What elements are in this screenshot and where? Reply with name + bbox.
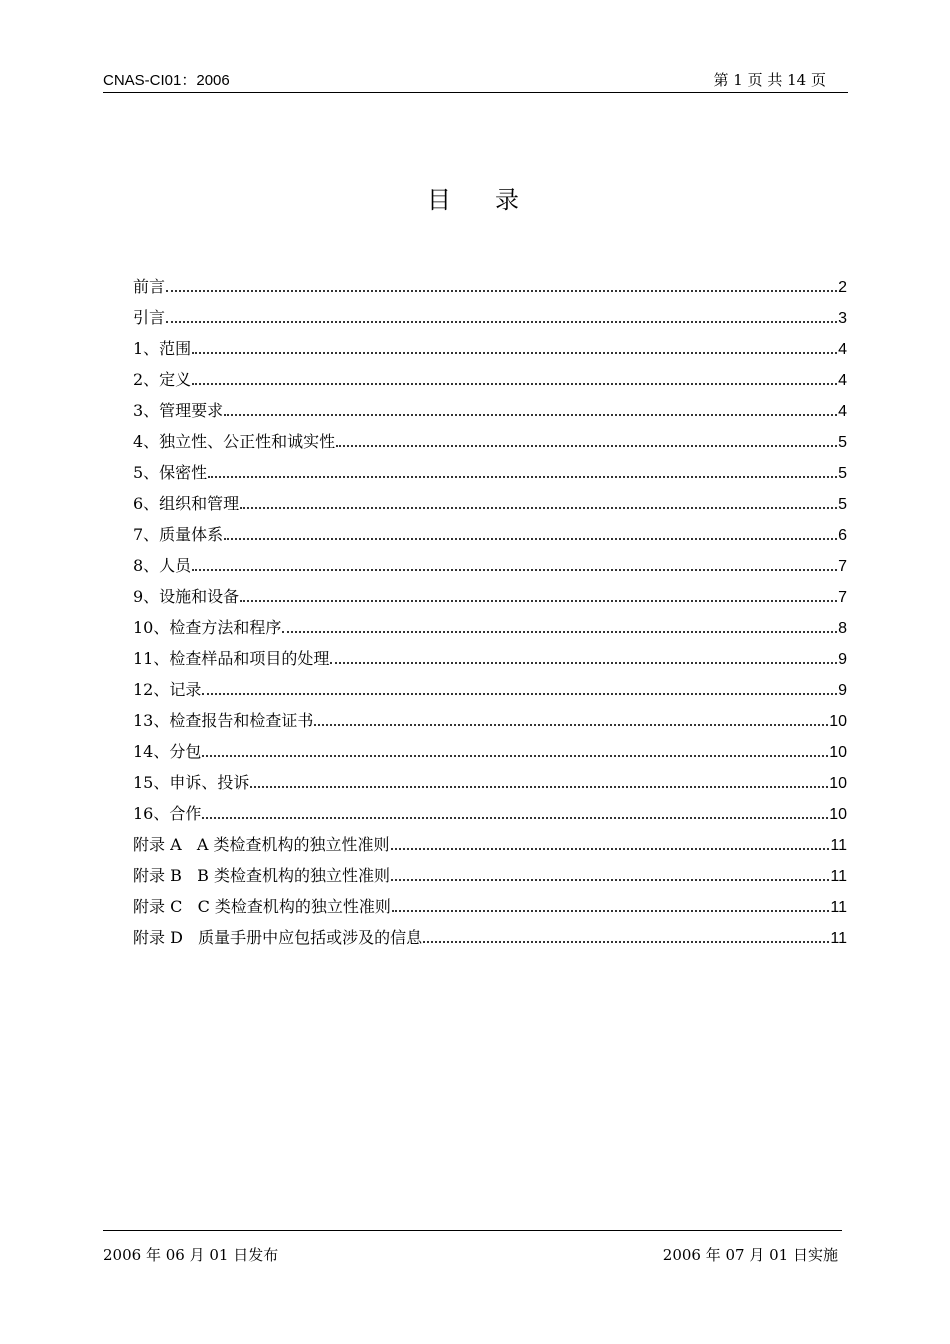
toc-entry-label: 9、设施和设备 xyxy=(133,587,240,606)
toc-entry[interactable] xyxy=(133,522,847,553)
toc-entry[interactable] xyxy=(133,429,847,460)
toc-entry-page: 11 xyxy=(830,837,847,854)
toc-dot-leader xyxy=(314,715,828,726)
toc-entry[interactable] xyxy=(133,801,847,832)
toc-dot-leader xyxy=(330,653,837,664)
toc-entry-page: 2 xyxy=(838,279,847,296)
toc-entry-page: 4 xyxy=(838,403,847,420)
toc-entry-page: 3 xyxy=(838,310,847,327)
toc-entry-label: 6、组织和管理 xyxy=(133,494,240,513)
page-number: 第 1 页 共 14 页 xyxy=(713,71,826,89)
toc-entry-page: 10 xyxy=(829,806,847,823)
toc-entry[interactable] xyxy=(133,925,847,956)
toc-entry-page: 10 xyxy=(829,713,847,730)
toc-dot-leader xyxy=(391,839,830,850)
toc-entry-label: 附录 D 质量手册中应包括或涉及的信息 xyxy=(133,928,423,947)
toc-entry-page: 9 xyxy=(838,651,847,668)
toc-dot-leader xyxy=(240,498,837,509)
toc-entry[interactable] xyxy=(133,863,847,894)
page-footer xyxy=(103,1230,842,1264)
toc-entry[interactable] xyxy=(133,677,847,708)
toc-entry-label: 10、检查方法和程序 xyxy=(133,618,282,637)
toc-dot-leader xyxy=(224,529,837,540)
toc-entry-label: 引言 xyxy=(133,308,166,327)
toc-entry[interactable] xyxy=(133,460,847,491)
toc-entry-page: 4 xyxy=(838,372,847,389)
toc-entry-label: 8、人员 xyxy=(133,556,192,575)
toc-entry[interactable] xyxy=(133,305,847,336)
toc-entry[interactable] xyxy=(133,336,847,367)
toc-dot-leader xyxy=(166,281,837,292)
toc-entry-page: 11 xyxy=(830,930,847,947)
toc-entry[interactable] xyxy=(133,832,847,863)
toc-dot-leader xyxy=(208,467,837,478)
toc-entry-page: 5 xyxy=(838,434,847,451)
toc-dot-leader xyxy=(166,312,837,323)
toc-entry-page: 7 xyxy=(838,589,847,606)
toc-entry-page: 11 xyxy=(830,868,847,885)
toc-entry-page: 11 xyxy=(830,899,847,916)
toc-entry-page: 10 xyxy=(829,775,847,792)
toc-entry-page: 5 xyxy=(838,496,847,513)
toc-entry[interactable] xyxy=(133,367,847,398)
issue-date: 2006 年 06 月 01 日发布 xyxy=(103,1246,279,1264)
toc-dot-leader xyxy=(202,684,837,695)
toc-dot-leader xyxy=(224,405,837,416)
toc-dot-leader xyxy=(423,932,829,943)
toc-entry-label: 11、检查样品和项目的处理 xyxy=(133,649,330,668)
toc-entry-page: 9 xyxy=(838,682,847,699)
toc-dot-leader xyxy=(192,343,837,354)
toc-entry-page: 8 xyxy=(838,620,847,637)
toc-entry[interactable] xyxy=(133,646,847,677)
toc-entry-label: 12、记录 xyxy=(133,680,202,699)
toc-dot-leader xyxy=(192,560,837,571)
toc-entry[interactable] xyxy=(133,553,847,584)
toc-dot-leader xyxy=(250,777,828,788)
toc-entry[interactable] xyxy=(133,274,847,305)
toc-entry[interactable] xyxy=(133,615,847,646)
toc-entry-label: 4、独立性、公正性和诚实性 xyxy=(133,432,336,451)
toc-entry-page: 5 xyxy=(838,465,847,482)
toc-entry-page: 4 xyxy=(838,341,847,358)
page-header xyxy=(103,68,848,93)
toc-entry-page: 10 xyxy=(829,744,847,761)
toc-dot-leader xyxy=(192,374,837,385)
toc-entry-label: 附录 A A 类检查机构的独立性准则 xyxy=(133,835,390,854)
toc-entry-label: 7、质量体系 xyxy=(133,525,224,544)
toc-entry-label: 2、定义 xyxy=(133,370,192,389)
toc-entry-label: 附录 C C 类检查机构的独立性准则 xyxy=(133,897,391,916)
toc-entry[interactable] xyxy=(133,770,847,801)
toc-entry-label: 15、申诉、投诉 xyxy=(133,773,250,792)
toc-entry-label: 1、范围 xyxy=(133,339,192,358)
toc-entry-label: 16、合作 xyxy=(133,804,202,823)
toc-title: 目录 xyxy=(427,186,563,214)
toc-dot-leader xyxy=(202,746,828,757)
toc-entry[interactable] xyxy=(133,894,847,925)
toc-entry[interactable] xyxy=(133,739,847,770)
toc-entry-page: 6 xyxy=(838,527,847,544)
toc-entry-label: 13、检查报告和检查证书 xyxy=(133,711,314,730)
toc-dot-leader xyxy=(336,436,837,447)
toc-entry-label: 14、分包 xyxy=(133,742,202,761)
toc-entry-label: 前言 xyxy=(133,277,166,296)
effective-date: 2006 年 07 月 01 日实施 xyxy=(662,1246,838,1264)
table-of-contents xyxy=(133,274,847,956)
document-code: CNAS-CI01：2006 xyxy=(103,72,230,89)
toc-entry-label: 附录 B B 类检查机构的独立性准则 xyxy=(133,866,390,885)
toc-entry[interactable] xyxy=(133,584,847,615)
toc-entry[interactable] xyxy=(133,708,847,739)
toc-dot-leader xyxy=(202,808,828,819)
toc-entry[interactable] xyxy=(133,491,847,522)
toc-dot-leader xyxy=(282,622,837,633)
toc-entry-label: 3、管理要求 xyxy=(133,401,224,420)
toc-dot-leader xyxy=(240,591,837,602)
toc-dot-leader xyxy=(392,901,829,912)
toc-entry[interactable] xyxy=(133,398,847,429)
toc-entry-label: 5、保密性 xyxy=(133,463,208,482)
toc-dot-leader xyxy=(391,870,829,881)
toc-entry-page: 7 xyxy=(838,558,847,575)
